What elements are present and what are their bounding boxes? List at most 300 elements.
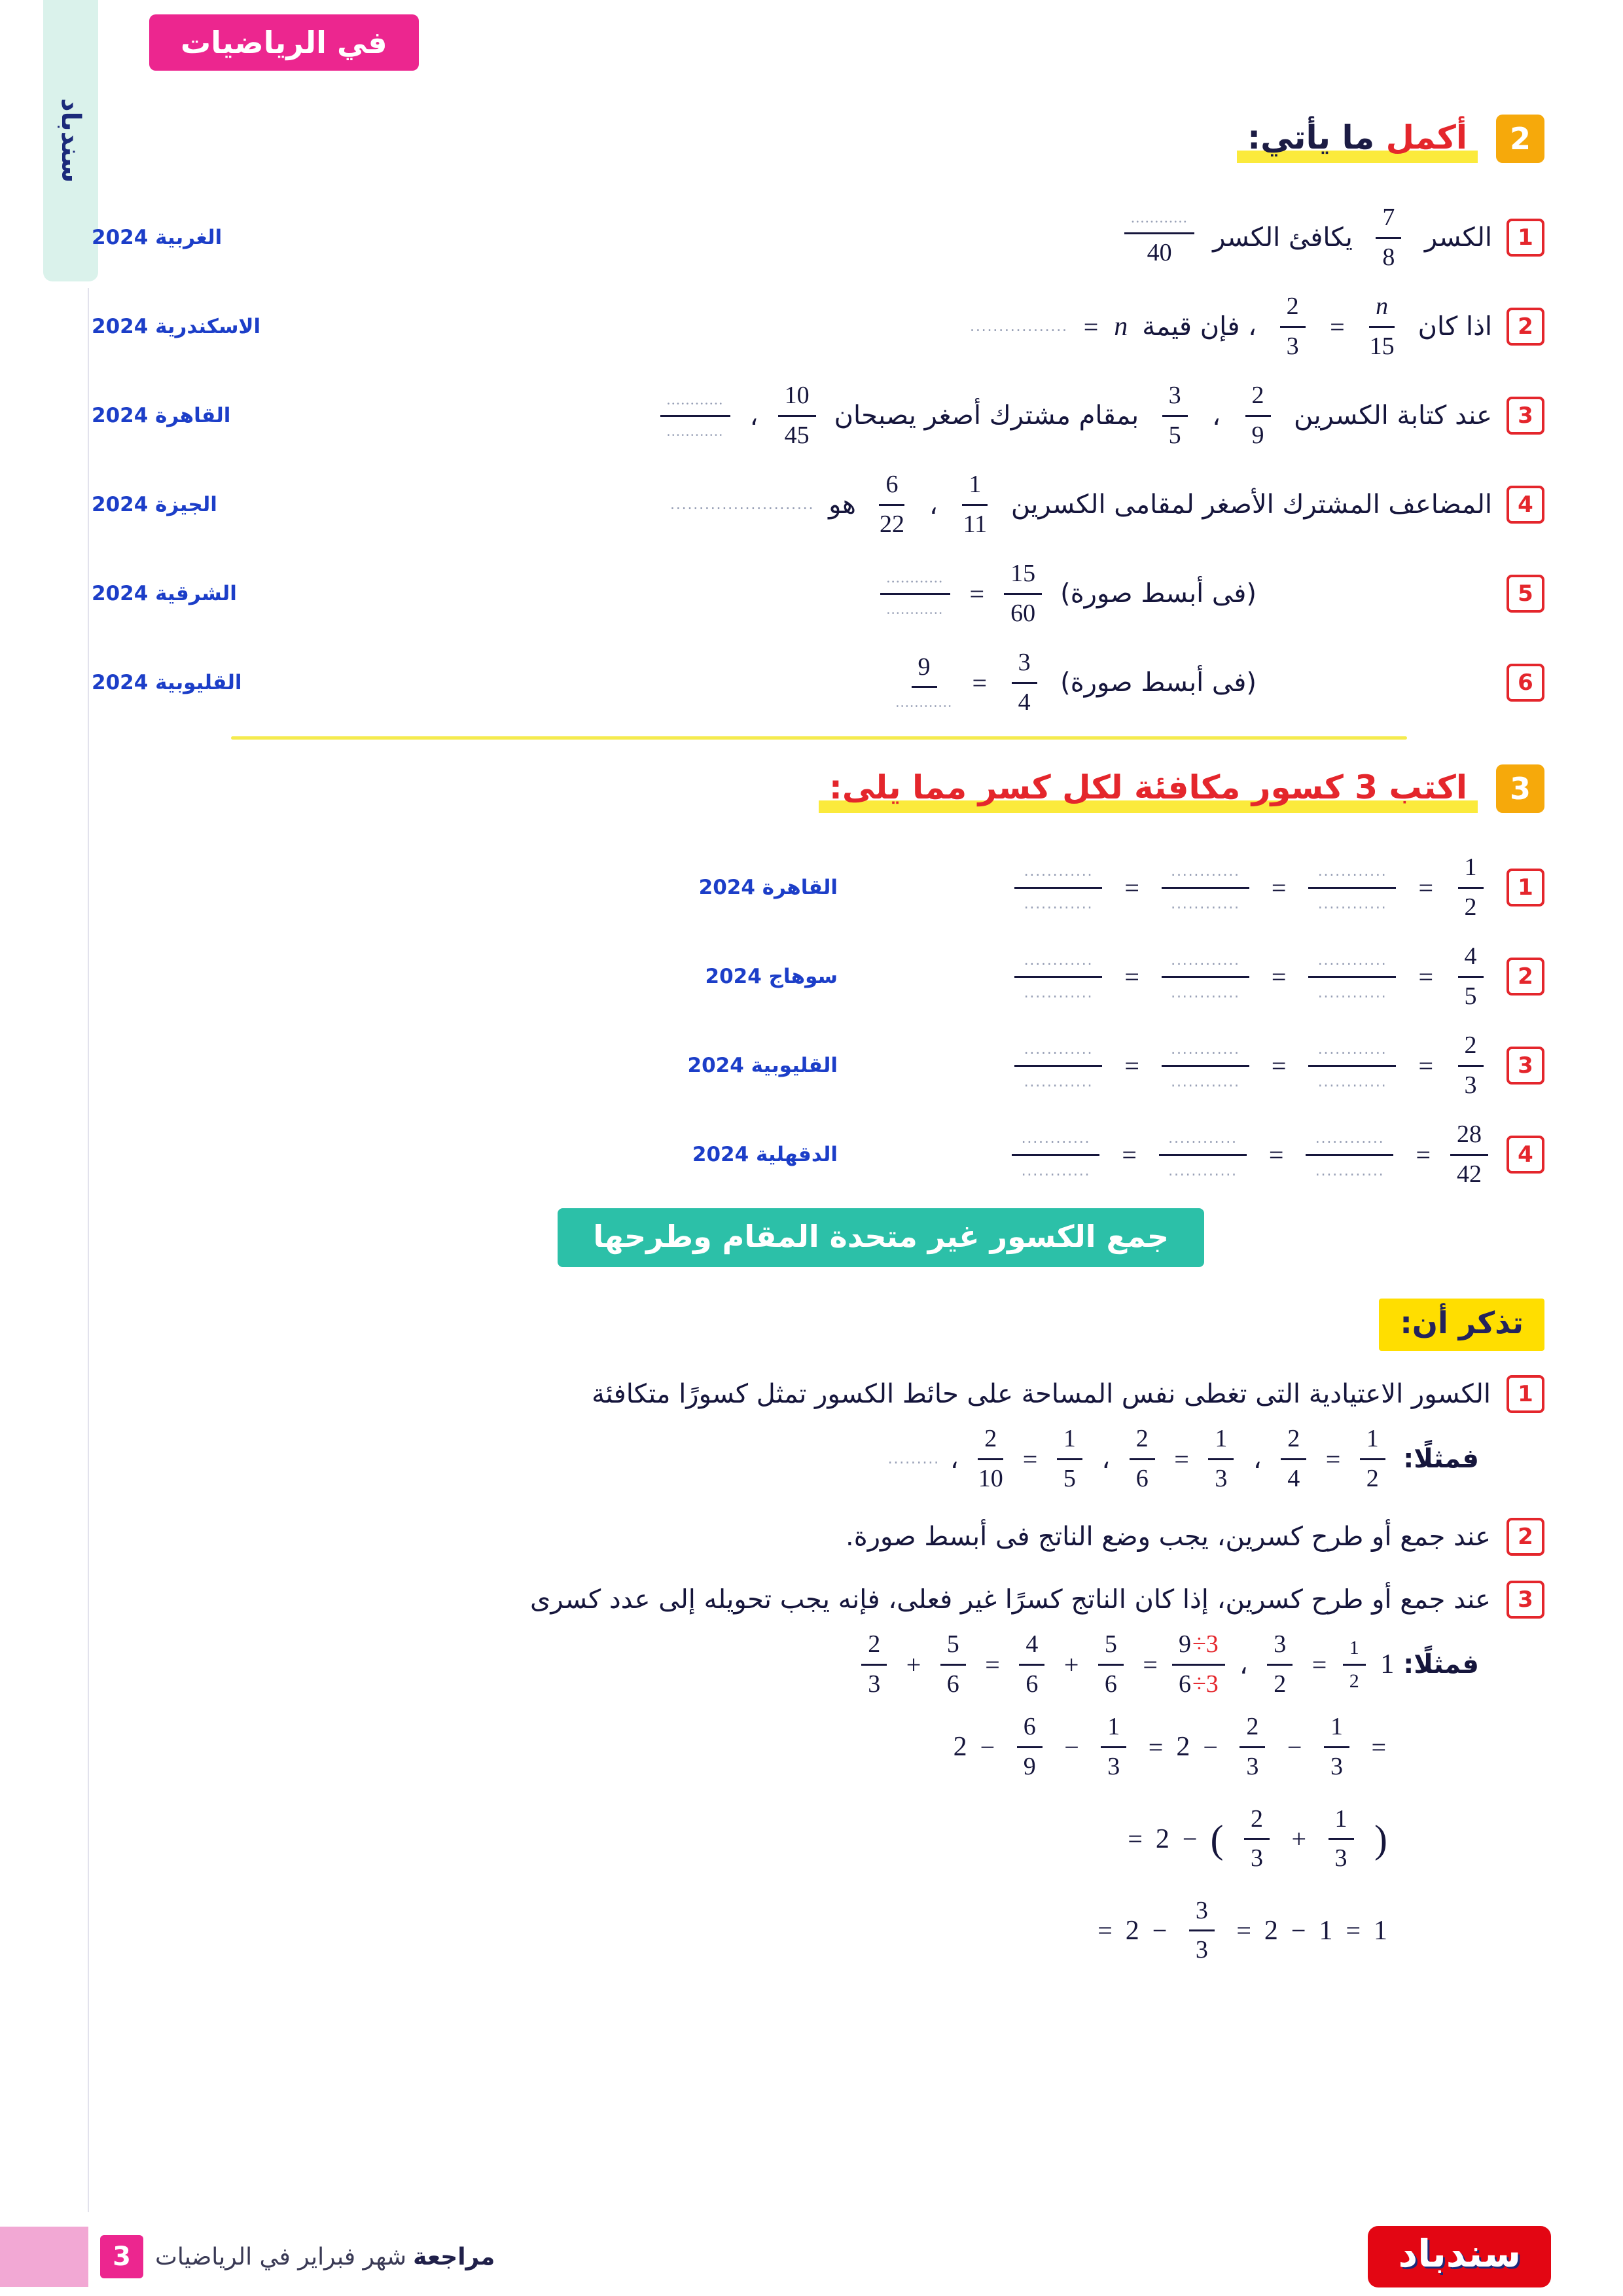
plus-sign: + bbox=[1291, 1824, 1307, 1854]
blank-denominator[interactable]: ............ bbox=[886, 600, 944, 617]
denominator: 6 bbox=[1026, 1670, 1039, 1698]
question-text: يكافئ الكسر bbox=[1213, 223, 1353, 253]
section-divider bbox=[231, 736, 1407, 740]
fraction bbox=[1093, 1630, 1128, 1699]
denominator: 10 bbox=[978, 1464, 1003, 1492]
section-2-title bbox=[1237, 115, 1478, 163]
answer-fraction-blank[interactable] bbox=[1124, 207, 1194, 268]
numerator: 2 bbox=[978, 1424, 1003, 1460]
source-label: القليوبية 2024 bbox=[92, 671, 242, 694]
minus-sign: − bbox=[1152, 1916, 1168, 1946]
fraction bbox=[1052, 1424, 1087, 1494]
fraction bbox=[857, 1630, 892, 1699]
section-2-header bbox=[1237, 115, 1544, 163]
open-paren: ( bbox=[1210, 1817, 1224, 1861]
fraction bbox=[1184, 1896, 1219, 1965]
blank-denominator[interactable]: ............ bbox=[1021, 1162, 1091, 1179]
denominator: 6 bbox=[1104, 1670, 1117, 1698]
blank-numerator[interactable]: ............ bbox=[880, 567, 950, 594]
fraction bbox=[1453, 1031, 1488, 1100]
fraction bbox=[957, 470, 993, 539]
numerator: 1 bbox=[1208, 1424, 1234, 1460]
numerator: 10 bbox=[778, 381, 816, 417]
denominator: 60 bbox=[1010, 599, 1036, 627]
blank-numerator[interactable]: ............ bbox=[1317, 1041, 1387, 1058]
denominator: 15 bbox=[1369, 332, 1395, 360]
numerator: 1 bbox=[1101, 1712, 1126, 1748]
numerator bbox=[1172, 1630, 1225, 1666]
footer-title bbox=[155, 2244, 495, 2270]
answer-fraction-blank[interactable] bbox=[896, 653, 953, 713]
numerator: 2 bbox=[861, 1630, 887, 1666]
fraction bbox=[1262, 1630, 1298, 1699]
source-label: الشرقية 2024 bbox=[92, 582, 237, 605]
comma: ، bbox=[950, 1444, 959, 1474]
page-footer bbox=[0, 2227, 1623, 2287]
fraction bbox=[1096, 1712, 1132, 1782]
footer-title-strong: مراجعة bbox=[413, 2243, 495, 2270]
denominator: 6 bbox=[1135, 1464, 1149, 1492]
denominator: 5 bbox=[1063, 1464, 1076, 1492]
numerator: 1 bbox=[1360, 1424, 1385, 1460]
blank-numerator[interactable]: ............ bbox=[660, 389, 730, 416]
equals-sign: = bbox=[1122, 1139, 1137, 1170]
blank-denominator[interactable]: ............ bbox=[666, 422, 724, 439]
numerator: 2 bbox=[1130, 1424, 1155, 1460]
denominator: 5 bbox=[1464, 982, 1477, 1010]
denominator: 4 bbox=[1287, 1464, 1300, 1492]
fraction-bar bbox=[1162, 976, 1249, 978]
close-paren: ) bbox=[1374, 1817, 1387, 1861]
fraction-bar bbox=[1308, 887, 1396, 889]
denominator: 2 bbox=[1274, 1670, 1287, 1698]
source-label: القاهرة 2024 bbox=[92, 404, 231, 427]
fraction bbox=[1240, 381, 1275, 450]
q2-item-2 bbox=[79, 291, 1544, 362]
equals-sign: = bbox=[1268, 1139, 1284, 1170]
remember-point-1 bbox=[79, 1374, 1544, 1414]
denominator: 9 bbox=[1251, 421, 1264, 449]
numerator: 15 bbox=[1004, 559, 1042, 595]
comma: ، bbox=[1239, 1649, 1248, 1679]
minus-sign: − bbox=[1203, 1732, 1218, 1762]
for-example-label: فمثلًا: bbox=[1403, 1649, 1479, 1680]
denominator: 42 bbox=[1457, 1160, 1482, 1188]
denominator: 45 bbox=[784, 421, 810, 449]
variable-n: n bbox=[1114, 312, 1128, 342]
question-text: اذا كان bbox=[1418, 312, 1492, 342]
minus-sign: − bbox=[1287, 1732, 1302, 1762]
item-number: 3 bbox=[1507, 1581, 1544, 1619]
numerator: 3 bbox=[1162, 381, 1188, 417]
numerator: 1 bbox=[1458, 853, 1484, 889]
minus-sign: − bbox=[1064, 1732, 1079, 1762]
equals-sign: = bbox=[1330, 312, 1345, 342]
q3-item-4 bbox=[79, 1119, 1544, 1190]
equals-sign: = bbox=[985, 1649, 1000, 1679]
numerator: 6 bbox=[879, 470, 904, 506]
equals-sign: = bbox=[1022, 1444, 1038, 1474]
number: 2 bbox=[953, 1732, 967, 1763]
page-number-badge: 3 bbox=[100, 2235, 143, 2278]
value: 6 bbox=[1178, 1670, 1191, 1698]
equals-sign: = bbox=[972, 668, 988, 698]
numerator: 7 bbox=[1376, 203, 1401, 239]
equals-sign: = bbox=[1174, 1444, 1189, 1474]
equals-sign: = bbox=[1083, 312, 1099, 342]
fraction bbox=[1012, 1712, 1047, 1782]
question-text: ، فإن قيمة bbox=[1142, 312, 1257, 342]
numerator: 5 bbox=[1098, 1630, 1124, 1666]
minus-sign: − bbox=[980, 1732, 995, 1762]
denominator: 3 bbox=[1215, 1464, 1228, 1492]
denominator: 3 bbox=[1250, 1844, 1263, 1873]
sindbad-logo: سندباد bbox=[1368, 2226, 1551, 2287]
denominator: 2 bbox=[1464, 893, 1477, 921]
section-3-title-verb: اكتب bbox=[1389, 768, 1467, 806]
fraction-bar bbox=[1308, 1065, 1396, 1067]
step-2 bbox=[1126, 1804, 1387, 1874]
blank-numerator[interactable]: ............ bbox=[1317, 952, 1387, 969]
answer-fraction-blank[interactable] bbox=[880, 567, 950, 619]
numerator: 2 bbox=[1458, 1031, 1484, 1067]
denominator: 3 bbox=[868, 1670, 881, 1698]
blank-denominator[interactable]: ............ bbox=[1317, 1073, 1387, 1090]
fraction-bar bbox=[1014, 1065, 1102, 1067]
denominator bbox=[1179, 1666, 1219, 1700]
numerator: 2 bbox=[1244, 1804, 1270, 1840]
fraction bbox=[1319, 1712, 1354, 1782]
question-text: هو bbox=[829, 490, 856, 520]
blank-denominator[interactable]: ............ bbox=[1171, 984, 1240, 1001]
denominator: 3 bbox=[1195, 1936, 1208, 1964]
section-3-title bbox=[819, 764, 1478, 813]
item-number: 3 bbox=[1507, 397, 1544, 435]
brand-vertical-text: سندباد bbox=[56, 98, 86, 183]
denominator: 3 bbox=[1334, 1844, 1347, 1873]
comma: ، bbox=[929, 490, 938, 520]
fraction bbox=[1371, 203, 1406, 272]
q2-item-6 bbox=[79, 647, 1544, 718]
answer-blank[interactable]: ......................... bbox=[669, 495, 815, 513]
q3-item-2 bbox=[79, 941, 1544, 1012]
fraction bbox=[778, 381, 816, 450]
blank-denominator[interactable]: ............ bbox=[1171, 895, 1240, 912]
blank-numerator[interactable]: ............ bbox=[1024, 1041, 1094, 1058]
blank-denominator[interactable]: ............ bbox=[1024, 1073, 1094, 1090]
equals-sign: = bbox=[1124, 961, 1139, 992]
equals-sign: = bbox=[1236, 1916, 1251, 1946]
denominator: 22 bbox=[879, 510, 904, 538]
fraction bbox=[1355, 1424, 1390, 1494]
equals-sign: = bbox=[1416, 1139, 1431, 1170]
comma: ، bbox=[1101, 1444, 1111, 1474]
blank-numerator[interactable]: ............ bbox=[1171, 1041, 1240, 1058]
subtraction-worked-example bbox=[954, 1712, 1387, 1965]
fraction bbox=[1341, 1636, 1367, 1693]
equals-sign: = bbox=[1325, 1444, 1341, 1474]
remember-point-3 bbox=[79, 1580, 1544, 1619]
equals-sign: = bbox=[1418, 961, 1433, 992]
item-number: 1 bbox=[1507, 219, 1544, 257]
numerator: 3 bbox=[1267, 1630, 1293, 1666]
equals-sign: = bbox=[1311, 1649, 1327, 1679]
blank-denominator[interactable]: ............ bbox=[895, 694, 953, 711]
blank-numerator[interactable]: ............ bbox=[1315, 1130, 1385, 1147]
denominator: 5 bbox=[1168, 421, 1181, 449]
item-number: 2 bbox=[1507, 1518, 1544, 1556]
equivalent-fraction-blank[interactable] bbox=[1014, 950, 1102, 1003]
denominator: 40 bbox=[1147, 238, 1172, 266]
section-3-title-rest: 3 كسور مكافئة لكل كسر مما يلى: bbox=[829, 768, 1378, 806]
topic-banner: جمع الكسور غير متحدة المقام وطرحها bbox=[558, 1208, 1204, 1267]
point-text: عند جمع أو طرح كسرين، إذا كان الناتج كسرًا غير فعلى، فإنه يجب تحويله إلى عدد كسرى bbox=[530, 1585, 1491, 1615]
blank-numerator[interactable]: ............ bbox=[1171, 952, 1240, 969]
equivalent-fraction-blank[interactable] bbox=[1308, 950, 1396, 1003]
comma: ، bbox=[749, 401, 758, 431]
denominator: 2 bbox=[1366, 1464, 1379, 1492]
equivalent-fraction-blank[interactable] bbox=[1162, 861, 1249, 914]
plus-sign: + bbox=[1063, 1649, 1079, 1679]
comma: ، bbox=[1212, 401, 1221, 431]
source-label: القليوبية 2024 bbox=[687, 1054, 838, 1077]
minus-sign: − bbox=[1182, 1824, 1198, 1854]
answer-blank[interactable]: ................. bbox=[969, 317, 1068, 335]
simplest-form-note: (فى أبسط صورة) bbox=[1060, 579, 1257, 609]
denominator: 3 bbox=[1464, 1071, 1477, 1099]
blank-numerator[interactable]: ............ bbox=[1171, 863, 1240, 880]
equals-sign: = bbox=[1128, 1824, 1143, 1854]
fraction bbox=[1157, 381, 1192, 450]
q2-item-5 bbox=[79, 558, 1544, 629]
blank-numerator[interactable]: ............ bbox=[1168, 1130, 1238, 1147]
numerator: 2 bbox=[1281, 1424, 1306, 1460]
source-label: سوهاج 2024 bbox=[705, 965, 838, 988]
fraction-bar bbox=[1014, 887, 1102, 889]
source-label: الغربية 2024 bbox=[92, 226, 223, 249]
divide-by-three: ÷3 bbox=[1192, 1630, 1219, 1659]
section-2-number: 2 bbox=[1496, 115, 1544, 163]
fraction bbox=[1007, 648, 1042, 717]
equals-sign: = bbox=[1371, 1732, 1386, 1762]
step-3 bbox=[1096, 1896, 1387, 1965]
denominator: 6 bbox=[946, 1670, 959, 1698]
point-text: عند جمع أو طرح كسرين، يجب وضع الناتج فى أبسط صورة. bbox=[846, 1522, 1491, 1552]
fraction bbox=[1276, 1424, 1311, 1494]
q2-item-4 bbox=[79, 469, 1544, 540]
blank-denominator[interactable]: ............ bbox=[1024, 895, 1094, 912]
fraction bbox=[1204, 1424, 1239, 1494]
fraction bbox=[1453, 853, 1488, 922]
equals-sign: = bbox=[1418, 1050, 1433, 1081]
fraction bbox=[1323, 1804, 1359, 1874]
item-number: 4 bbox=[1507, 1136, 1544, 1174]
point-text: الكسور الاعتيادية التى تغطى نفس المساحة على حائط الكسور تمثل كسورًا متكافئة bbox=[592, 1379, 1491, 1409]
equivalent-fraction-blank[interactable] bbox=[1308, 861, 1396, 914]
equals-sign: = bbox=[1346, 1916, 1361, 1946]
q3-item-3 bbox=[79, 1030, 1544, 1101]
q2-item-3 bbox=[79, 380, 1544, 451]
numerator: 1 bbox=[962, 470, 988, 506]
numerator: 1 bbox=[1343, 1636, 1366, 1666]
denominator: 4 bbox=[1018, 688, 1031, 716]
number: 2 bbox=[1176, 1732, 1190, 1763]
blank-denominator[interactable]: ............ bbox=[1024, 984, 1094, 1001]
denominator: 3 bbox=[1330, 1752, 1343, 1780]
number: 2 bbox=[1155, 1823, 1169, 1854]
mixed-number-example bbox=[79, 1630, 1479, 1699]
section-3-number: 3 bbox=[1496, 764, 1544, 813]
remember-heading: تذكر أن: bbox=[1379, 1299, 1544, 1351]
item-number: 6 bbox=[1507, 664, 1544, 702]
numerator: 2 bbox=[1240, 1712, 1265, 1748]
equals-sign: = bbox=[1124, 872, 1139, 903]
number: 2 bbox=[1125, 1915, 1139, 1946]
fraction bbox=[935, 1630, 971, 1699]
numerator: 4 bbox=[1458, 942, 1484, 978]
denominator: 11 bbox=[963, 510, 988, 538]
question-text: عند كتابة الكسرين bbox=[1294, 401, 1492, 431]
item-number: 5 bbox=[1507, 575, 1544, 613]
blank-denominator[interactable]: ............ bbox=[1317, 984, 1387, 1001]
item-number: 2 bbox=[1507, 308, 1544, 346]
source-label: الجيزة 2024 bbox=[92, 493, 217, 516]
section-2-title-rest: ما يأتي: bbox=[1247, 118, 1375, 156]
question-text: بمقام مشترك أصغر يصبحان bbox=[834, 401, 1139, 431]
footer-pink-strip bbox=[0, 2227, 88, 2287]
denominator: 2 bbox=[1349, 1670, 1359, 1692]
fraction-bar bbox=[1308, 976, 1396, 978]
step-1 bbox=[954, 1712, 1387, 1782]
q2-item-1 bbox=[79, 202, 1544, 273]
equals-sign: = bbox=[1271, 872, 1287, 903]
fraction bbox=[973, 1424, 1008, 1494]
numerator: 2 bbox=[1280, 292, 1306, 328]
fraction bbox=[1124, 1424, 1160, 1494]
fraction bbox=[1014, 1630, 1050, 1699]
blank-denominator[interactable]: ............ bbox=[1171, 1073, 1240, 1090]
equivalent-fraction-blank[interactable] bbox=[1162, 1039, 1249, 1092]
fraction bbox=[1004, 559, 1042, 628]
fraction-bar bbox=[1014, 976, 1102, 978]
source-label: القاهرة 2024 bbox=[698, 876, 838, 899]
equivalent-fraction-blank[interactable] bbox=[1159, 1128, 1247, 1181]
for-example-label: فمثلًا: bbox=[1403, 1444, 1479, 1475]
blank-denominator[interactable]: ............ bbox=[1168, 1162, 1238, 1179]
source-label: الدقهلية 2024 bbox=[692, 1143, 838, 1166]
numerator: 3 bbox=[1012, 648, 1037, 684]
equivalent-fraction-blank[interactable] bbox=[1014, 1039, 1102, 1092]
numerator: 1 bbox=[1329, 1804, 1354, 1840]
subject-badge: في الرياضيات bbox=[149, 14, 419, 71]
minus-sign: − bbox=[1291, 1916, 1306, 1946]
numerator: 5 bbox=[940, 1630, 966, 1666]
value: 9 bbox=[1178, 1630, 1191, 1659]
whole-number: 1 bbox=[1380, 1649, 1395, 1680]
equivalent-fraction-blank[interactable] bbox=[1306, 1128, 1393, 1181]
fraction-bar bbox=[1012, 1154, 1099, 1156]
item-number: 4 bbox=[1507, 486, 1544, 524]
equivalence-examples bbox=[79, 1424, 1479, 1494]
item-number: 1 bbox=[1507, 1375, 1544, 1413]
numerator: 28 bbox=[1450, 1120, 1488, 1156]
number: 1 bbox=[1374, 1915, 1387, 1946]
equals-sign: = bbox=[1124, 1050, 1139, 1081]
blank-numerator[interactable]: ............ bbox=[1024, 952, 1094, 969]
fraction bbox=[1275, 292, 1310, 361]
plus-sign: + bbox=[906, 1649, 921, 1679]
equals-sign: = bbox=[1271, 1050, 1287, 1081]
equals-sign: = bbox=[1143, 1649, 1158, 1679]
equals-sign: = bbox=[1148, 1732, 1164, 1762]
fraction-bar bbox=[1162, 887, 1249, 889]
equals-sign: = bbox=[1271, 961, 1287, 992]
question-text: الكسر bbox=[1424, 223, 1492, 253]
item-number: 2 bbox=[1507, 958, 1544, 996]
simplest-form-note: (فى أبسط صورة) bbox=[1060, 668, 1257, 698]
ellipsis-dots: ......... bbox=[887, 1450, 940, 1467]
blank-numerator[interactable]: ............ bbox=[1124, 207, 1194, 234]
item-number: 3 bbox=[1507, 1047, 1544, 1085]
denominator: 3 bbox=[1246, 1752, 1259, 1780]
item-number: 1 bbox=[1507, 869, 1544, 906]
equals-sign: = bbox=[1097, 1916, 1113, 1946]
comma: ، bbox=[1253, 1444, 1262, 1474]
numerator: 9 bbox=[912, 653, 937, 689]
fraction bbox=[1235, 1712, 1270, 1782]
source-label: الاسكندرية 2024 bbox=[92, 315, 261, 338]
blank-denominator[interactable]: ............ bbox=[1317, 895, 1387, 912]
answer-fraction-blank[interactable] bbox=[660, 389, 730, 441]
equals-sign: = bbox=[969, 579, 985, 609]
divide-by-three: ÷3 bbox=[1192, 1670, 1219, 1698]
equivalent-fraction-blank[interactable] bbox=[1162, 950, 1249, 1003]
numerator: 3 bbox=[1189, 1896, 1215, 1932]
numerator: 2 bbox=[1245, 381, 1271, 417]
denominator: 3 bbox=[1286, 332, 1299, 360]
fraction-bar bbox=[1162, 1065, 1249, 1067]
blank-denominator[interactable]: ............ bbox=[1315, 1162, 1385, 1179]
worksheet-content bbox=[79, 115, 1544, 1965]
numerator: 6 bbox=[1017, 1712, 1043, 1748]
number: 1 bbox=[1319, 1915, 1333, 1946]
denominator: 8 bbox=[1382, 243, 1395, 271]
numerator: n bbox=[1369, 292, 1395, 328]
number: 2 bbox=[1264, 1915, 1278, 1946]
fraction-bar bbox=[1306, 1154, 1393, 1156]
numerator: 1 bbox=[1057, 1424, 1082, 1460]
equivalent-fraction-blank[interactable] bbox=[1012, 1128, 1099, 1181]
equivalent-fraction-blank[interactable] bbox=[1308, 1039, 1396, 1092]
fraction bbox=[1450, 1120, 1488, 1189]
blank-numerator[interactable]: ............ bbox=[1021, 1130, 1091, 1147]
numerator: 1 bbox=[1324, 1712, 1349, 1748]
denominator: 9 bbox=[1023, 1752, 1036, 1780]
fraction bbox=[874, 470, 910, 539]
blank-numerator[interactable]: ............ bbox=[1024, 863, 1094, 880]
numerator: 4 bbox=[1019, 1630, 1044, 1666]
fraction-simplify bbox=[1172, 1630, 1225, 1699]
equals-sign: = bbox=[1418, 872, 1433, 903]
equivalent-fraction-blank[interactable] bbox=[1014, 861, 1102, 914]
fraction bbox=[1453, 942, 1488, 1011]
blank-numerator[interactable]: ............ bbox=[1317, 863, 1387, 880]
fraction-bar bbox=[1159, 1154, 1247, 1156]
footer-title-rest: شهر فبراير في الرياضيات bbox=[155, 2243, 407, 2270]
section-3-header bbox=[819, 764, 1544, 813]
question-text: المضاعف المشترك الأصغر لمقامى الكسرين bbox=[1010, 490, 1492, 520]
section-2-title-verb: أكمل bbox=[1385, 118, 1467, 156]
